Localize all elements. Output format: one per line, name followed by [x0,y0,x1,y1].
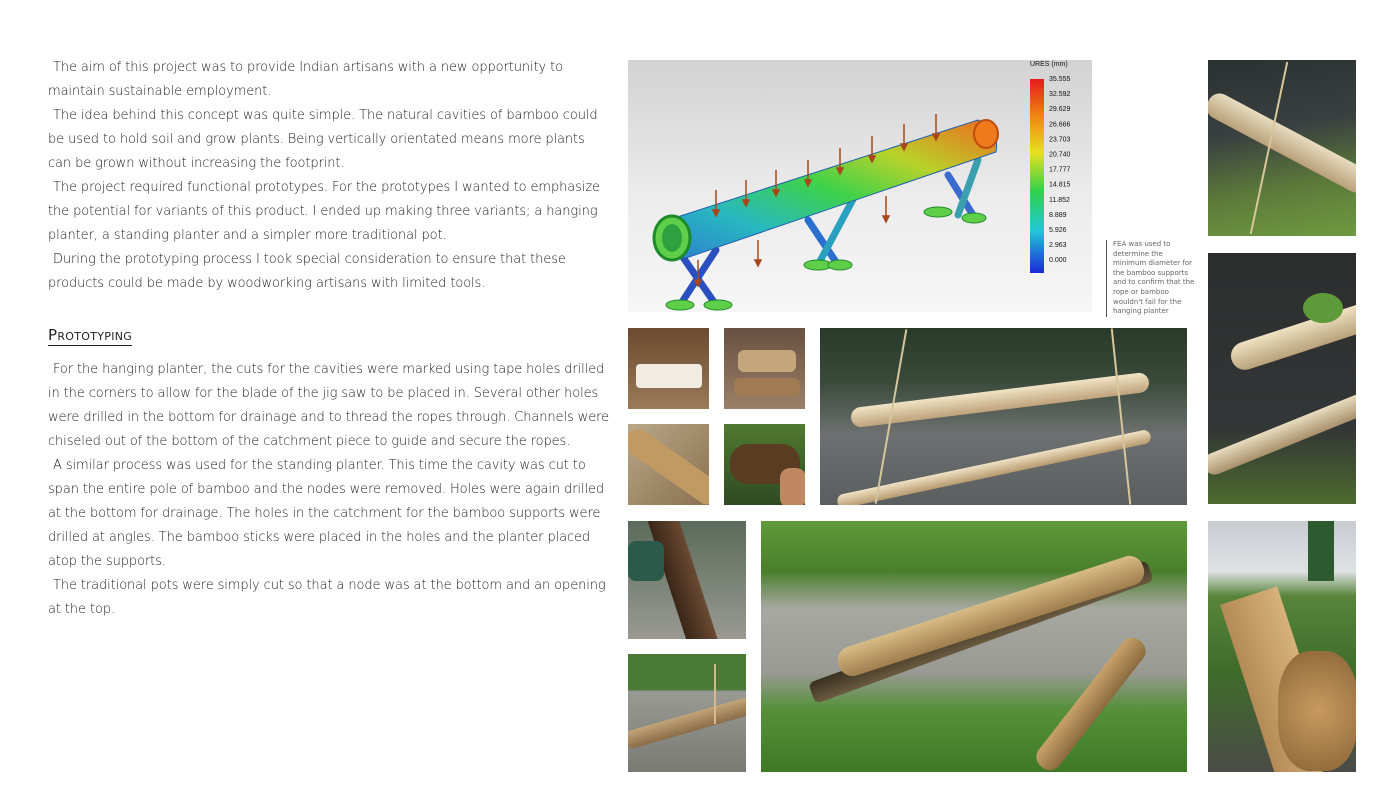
legend-value: 2.963 [1049,242,1067,250]
photo-cavity-cut [724,328,805,409]
photo-drilling-bamboo [628,521,746,639]
photo-drilled-holes [628,424,709,505]
photo-hanging-planter-closeup [1208,60,1356,236]
photo-catchment-with-sticks [628,654,746,772]
prototype-paragraph-3: The traditional pots were simply cut so that a node was at the bottom and an opening at the top. [48,578,606,617]
photo-standing-planter-garden [1208,521,1356,772]
photo-hanging-planter-with-plants [1208,253,1356,504]
legend-value: 11.852 [1049,196,1070,204]
legend-color-bar [1030,79,1044,273]
legend-values [1049,76,1071,264]
text-column [48,56,610,622]
prototype-paragraph-1: For the hanging planter, the cuts for the cavities were marked using tape holes drilled in the corners to allow for the blade of the jig saw to be placed in. Several other holes were drilled in the bottom for drainage and to thread the ropes through. Channels were chiseled out of the bottom of the catchment piece to guide and secure the ropes. [48,362,609,449]
intro-paragraph-1: The aim of this project was to provide Indian artisans with a new opportunity to maintain sustainable employment. [48,60,564,99]
section-heading: Prototyping [48,326,133,344]
legend-value: 8.889 [1049,211,1067,219]
intro-paragraph-4: During the prototyping process I took special consideration to ensure that these products could be made by woodworking artisans with limited tools. [48,252,566,291]
legend-value: 5.926 [1049,227,1067,234]
legend-value: 23.703 [1049,136,1071,144]
legend-title: URES (mm) [1030,61,1068,68]
legend-value: 32.592 [1049,91,1071,99]
fea-caption: FEA was used to determine the minimum diameter for the bamboo supports and to confirm that the rope or bamboo wouldn't fail for the hanging planter [1106,240,1195,317]
intro-paragraph-3: The project required functional prototypes. For the prototypes I wanted to emphasize the potential for variants of this product. I ended up making three variants; a hanging planter, a standing planter and a simpler more traditional pot. [48,180,600,243]
legend-value: 35.555 [1049,76,1071,83]
prototype-paragraph-2: A similar process was used for the standing planter. This time the cavity was cut to span the entire pole of bamboo and the nodes were removed. Holes were again drilled at the bottom for drainage. The holes in the catchment for the bamboo supports were drilled at angles. The bamboo sticks were placed in the holes and the planter placed atop the supports. [48,458,605,569]
photo-standing-planter-on-grass [761,521,1187,772]
photo-taped-cut-marks [628,328,709,409]
fea-simulation-image [628,60,1092,312]
fea-render [628,60,1092,312]
legend-value: 17.777 [1049,166,1071,174]
legend-value: 20.740 [1049,151,1071,159]
legend-value: 26.666 [1049,121,1071,129]
photo-hanging-planter-assembled [820,328,1187,505]
intro-paragraph-2: The idea behind this concept was quite simple. The natural cavities of bamboo could be used to hold soil and grow plants. Being vertically orientated means more plants can be grown without increasing the footprint. [48,108,598,171]
legend-value: 0.000 [1049,257,1067,265]
legend-value: 29.629 [1049,106,1071,114]
legend-value: 14.815 [1049,181,1071,189]
photo-chiselled-channel [724,424,805,505]
